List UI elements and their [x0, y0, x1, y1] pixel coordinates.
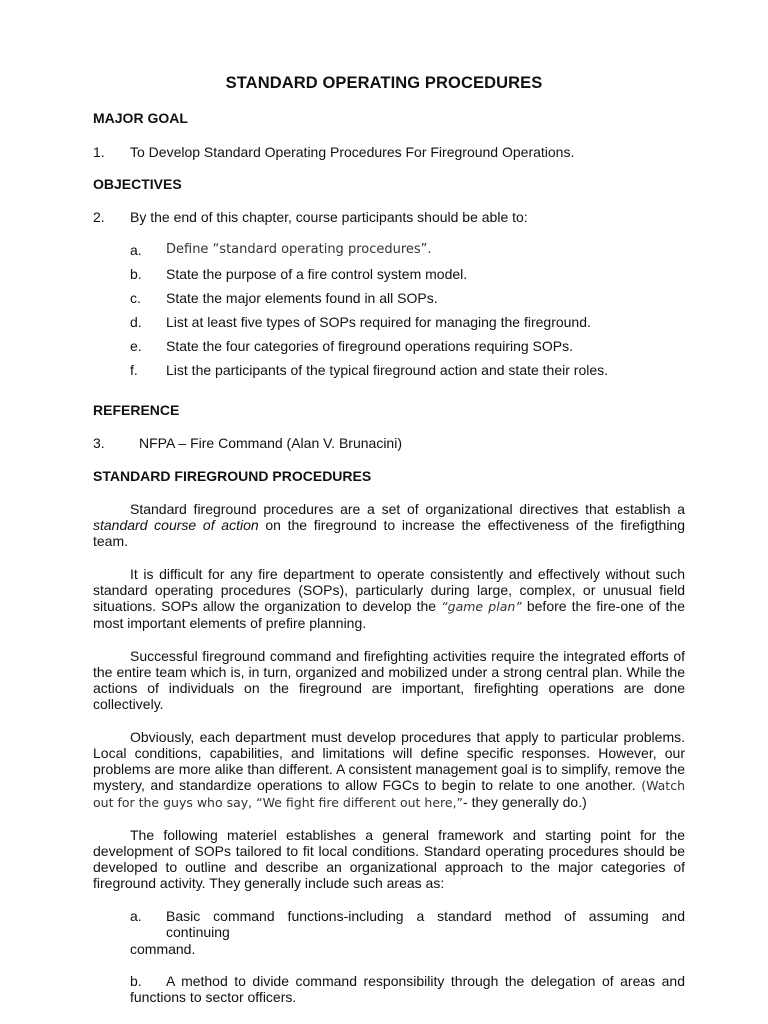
reference-text: NFPA – Fire Command (Alan V. Brunacini) — [139, 435, 402, 451]
objective-letter: d. — [130, 314, 142, 330]
objective-letter: c. — [130, 290, 141, 306]
paragraph-3 — [93, 648, 685, 712]
objective-item: State the purpose of a fire control system model. — [166, 266, 468, 282]
paragraph-5 — [93, 827, 685, 891]
paragraph-text: Standard fireground procedures are a set of organizational directives that establish a — [130, 501, 685, 517]
objectives-intro: By the end of this chapter, course participants should be able to: — [130, 209, 528, 225]
objective-item: List the participants of the typical fireground action and state their roles. — [166, 362, 609, 378]
objective-letter: a. — [130, 242, 142, 258]
heading-reference: REFERENCE — [93, 402, 180, 418]
paragraph-text: It is difficult for any fire department to operate consistently and effectively without such standard operating procedures (SOPs), particularly during large, complex, or unusual field situations. SOPs allow the organization to develop the — [93, 566, 685, 614]
objective-letter: e. — [130, 338, 142, 354]
list-item-text: Basic command functions-including a standard method of assuming and — [166, 908, 685, 924]
paragraph-text: - they generally do.) — [463, 794, 587, 810]
objective-item: List at least five types of SOPs required for managing the fireground. — [166, 314, 591, 330]
paragraph-emphasis: standard course of action — [93, 517, 259, 533]
heading-major-goal: MAJOR GOAL — [93, 110, 188, 126]
paragraph-emphasis: “game plan” — [441, 599, 522, 614]
list-item-tail: functions to sector officers. — [130, 989, 297, 1005]
paragraph-1 — [93, 501, 685, 549]
item-number-3: 3. — [93, 435, 105, 451]
objective-item: Define “standard operating procedures”. — [166, 242, 432, 257]
paragraph-2 — [93, 566, 685, 631]
paragraph-text: on the fireground to increase the effectiveness of the firefigthing team. — [93, 517, 685, 549]
paragraph-text: Obviously, each department must develop procedures that apply to particular problems. Local conditions, capabilities, and limitations will define specific responses. However, our problems are more alike than different. A consistent management goal is to simplify, remove the mystery, and standardize operations to allow FGCs to begin to relate to one another. — [93, 729, 685, 793]
paragraph-aside: (Watch out for the guys who say, “We fight fire different out here,” — [93, 778, 685, 810]
paragraph-text: before the fire-one of the most important elements of prefire planning. — [93, 598, 685, 631]
objective-letter: f. — [130, 362, 138, 378]
objective-letter: b. — [130, 266, 142, 282]
major-goal-text: To Develop Standard Operating Procedures For Fireground Operations. — [130, 144, 575, 160]
objective-item: State the four categories of fireground operations requiring SOPs. — [166, 338, 574, 354]
paragraph-text: The following materiel establishes a general framework and starting point for the development of SOPs tailored to fit local conditions. Standard operating procedures should be developed to outline and describe an organizational approach to the major categories of fireground activity. They generally include such areas as: — [93, 827, 685, 891]
item-number-1: 1. — [93, 144, 105, 160]
list-item-text: A method to divide command responsibility through the delegation of areas and — [166, 973, 685, 989]
item-number-2: 2. — [93, 209, 105, 225]
heading-objectives: OBJECTIVES — [93, 176, 182, 192]
list-letter: b. — [130, 973, 142, 989]
list-letter: a. — [130, 908, 142, 924]
list-item-continuation: continuing — [166, 924, 230, 940]
objective-item: State the major elements found in all SOPs. — [166, 290, 438, 306]
page-title: STANDARD OPERATING PROCEDURES — [225, 74, 543, 92]
paragraph-4 — [93, 729, 685, 811]
list-item-tail: command. — [130, 941, 196, 957]
paragraph-text: Successful fireground command and firefighting activities require the integrated efforts of the entire team which is, in turn, organized and mobilized under a strong central plan. While the actions of individuals on the fireground are important, firefighting operations are done collectively. — [93, 648, 685, 712]
heading-standard-fireground: STANDARD FIREGROUND PROCEDURES — [93, 468, 372, 484]
